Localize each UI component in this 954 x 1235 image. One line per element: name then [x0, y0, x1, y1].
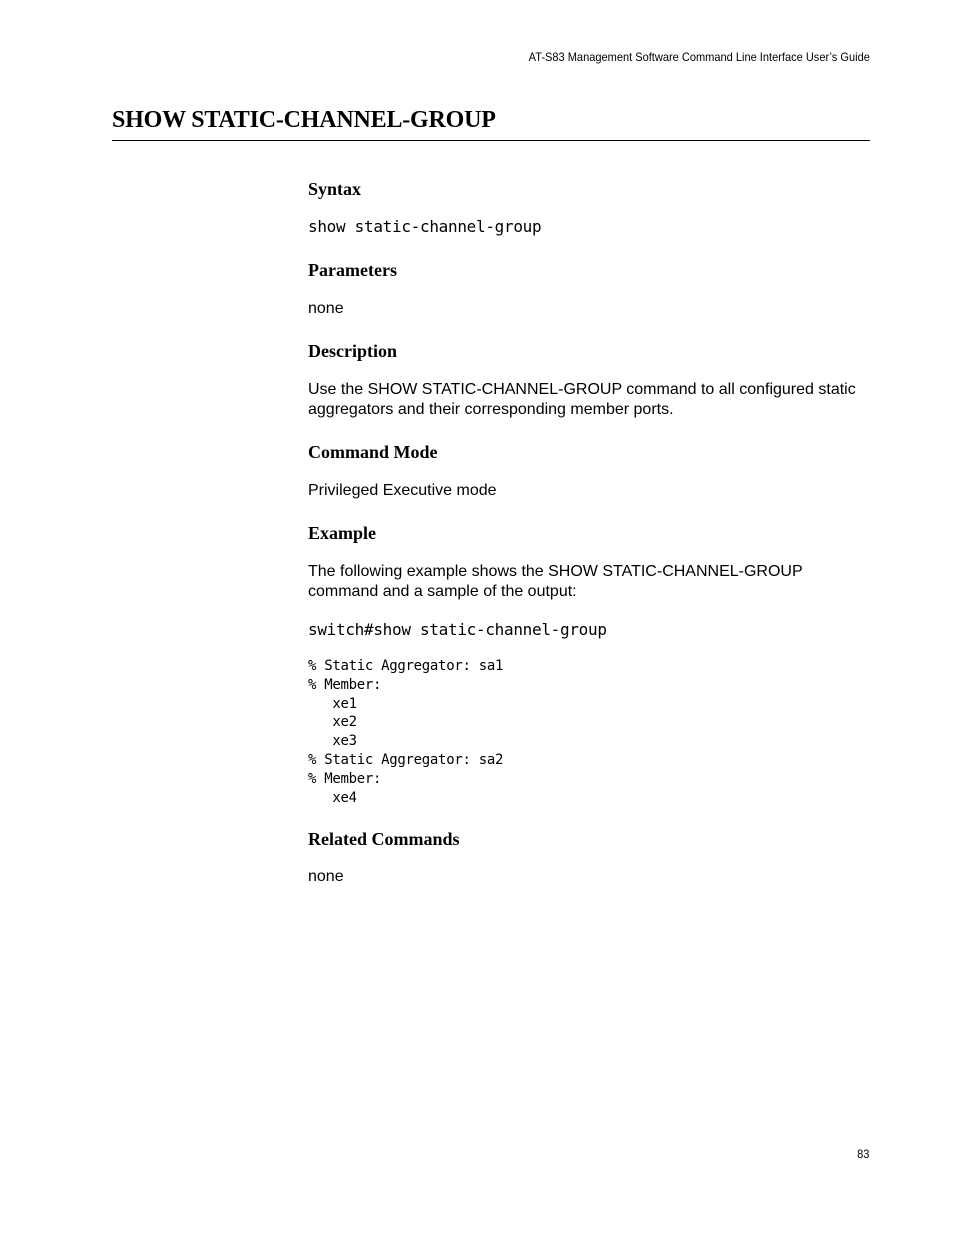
example-command: switch#show static-channel-group: [308, 620, 607, 639]
output-line: % Static Aggregator: sa2: [308, 751, 504, 768]
page-title: SHOW STATIC-CHANNEL-GROUP: [112, 107, 496, 133]
title-rule: [112, 140, 870, 141]
example-heading: Example: [308, 523, 377, 543]
related-commands-heading: Related Commands: [308, 829, 460, 849]
output-line: xe3: [308, 733, 357, 750]
output-line: xe1: [308, 695, 357, 712]
output-line: % Member:: [308, 770, 382, 787]
example-text: The following example shows the SHOW STATIC-CHANNEL-GROUP command and a sample of the output:: [308, 563, 803, 600]
description-heading: Description: [308, 341, 397, 361]
parameters-text: none: [308, 300, 344, 317]
command-mode-heading: Command Mode: [308, 442, 438, 462]
description-text: Use the SHOW STATIC-CHANNEL-GROUP command to all configured static aggregators and their corresponding member ports.: [308, 381, 856, 418]
page-number: 83: [856, 1147, 869, 1161]
syntax-command: show static-channel-group: [308, 217, 542, 236]
output-line: % Member:: [308, 676, 382, 693]
example-output: [308, 657, 503, 807]
running-header: AT-S83 Management Software Command Line Interface User’s Guide: [528, 50, 870, 64]
syntax-heading: Syntax: [308, 179, 362, 199]
output-line: xe4: [308, 789, 357, 806]
parameters-heading: Parameters: [308, 260, 397, 280]
output-line: xe2: [308, 714, 357, 731]
output-line: % Static Aggregator: sa1: [308, 658, 504, 674]
related-commands-text: none: [308, 868, 344, 885]
command-mode-text: Privileged Executive mode: [308, 482, 497, 499]
